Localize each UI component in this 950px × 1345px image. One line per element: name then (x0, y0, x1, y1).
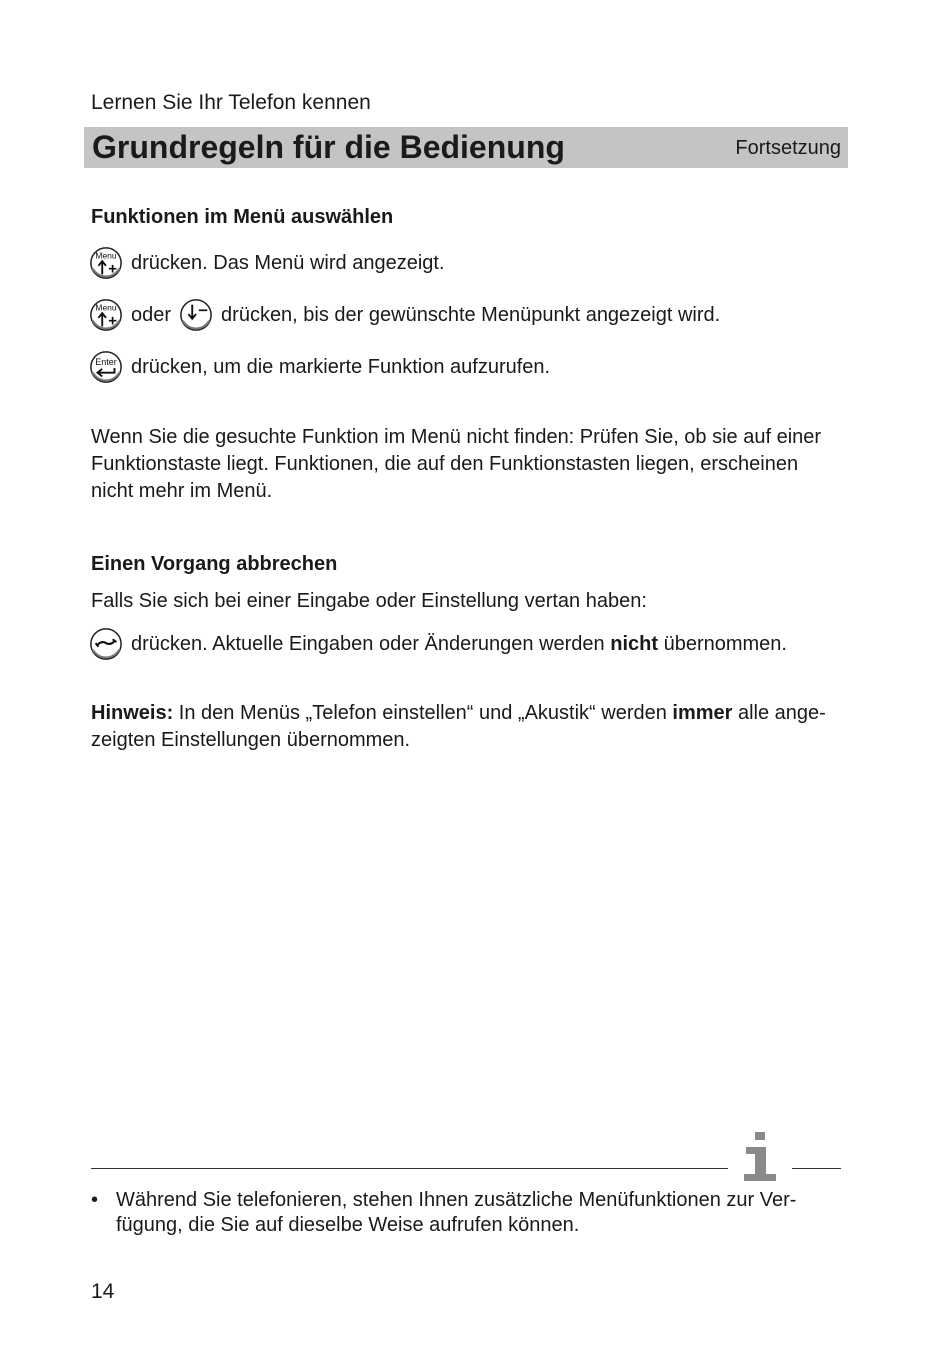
continuation-label: Fortsetzung (735, 137, 841, 159)
info-divider-left (91, 1168, 728, 1169)
menu-step-2 (89, 298, 720, 332)
cancel-key-icon (89, 627, 123, 661)
info-bullet (91, 1188, 831, 1238)
down-minus-key-icon (179, 298, 213, 332)
section-title-bar (84, 127, 848, 168)
cancel-step-text: drücken. Aktuelle Eingaben oder Änderungen werden nicht übernommen. (131, 632, 787, 655)
cancel-intro: Falls Sie sich bei einer Eingabe oder Einstellung vertan haben: (91, 590, 647, 612)
or-label: oder (131, 303, 172, 326)
menu-up-key-icon (89, 246, 123, 280)
cancel-step (89, 627, 787, 661)
info-divider-right (792, 1168, 841, 1169)
menu-step-3-text: drücken, um die markierte Funktion aufzurufen. (131, 355, 551, 378)
info-bullet-text: Während Sie telefonieren, stehen Ihnen zusätzliche Menüfunktionen zur Ver-fügung, die Sie auf dieselbe Weise aufrufen können. (116, 1189, 797, 1236)
menu-step-2-text: drücken, bis der gewünschte Menüpunkt angezeigt wird. (221, 303, 721, 326)
cancel-section-heading: Einen Vorgang abbrechen (91, 553, 338, 575)
hint-label: Hinweis: (91, 702, 174, 724)
menu-step-1 (89, 246, 445, 280)
svg-text:Enter: Enter (95, 357, 117, 368)
menu-up-key-icon (89, 298, 123, 332)
menu-step-1-text: drücken. Das Menü wird angezeigt. (131, 251, 445, 274)
svg-text:Menu: Menu (95, 250, 117, 261)
menu-note-paragraph: Wenn Sie die gesuchte Funktion im Menü nicht finden: Prüfen Sie, ob sie auf einer Funktionstaste liegt. Funktionen, die auf den Funktionstasten liegen, erscheinen nicht mehr im Menü. (91, 426, 822, 502)
bullet-dot: • (91, 1189, 99, 1211)
page-number: 14 (91, 1280, 115, 1303)
menu-step-3 (89, 350, 550, 384)
hint-paragraph: Hinweis: In den Menüs „Telefon einstellen“ und „Akustik“ werden immer alle ange-zeigten Einstellungen übernommen. (91, 702, 826, 751)
page-title: Grundregeln für die Bedienung (92, 129, 565, 165)
info-icon (738, 1130, 782, 1182)
svg-text:Menu: Menu (95, 302, 117, 313)
chapter-title: Lernen Sie Ihr Telefon kennen (91, 91, 371, 114)
menu-section-heading: Funktionen im Menü auswählen (91, 206, 394, 228)
enter-key-icon (89, 350, 123, 384)
